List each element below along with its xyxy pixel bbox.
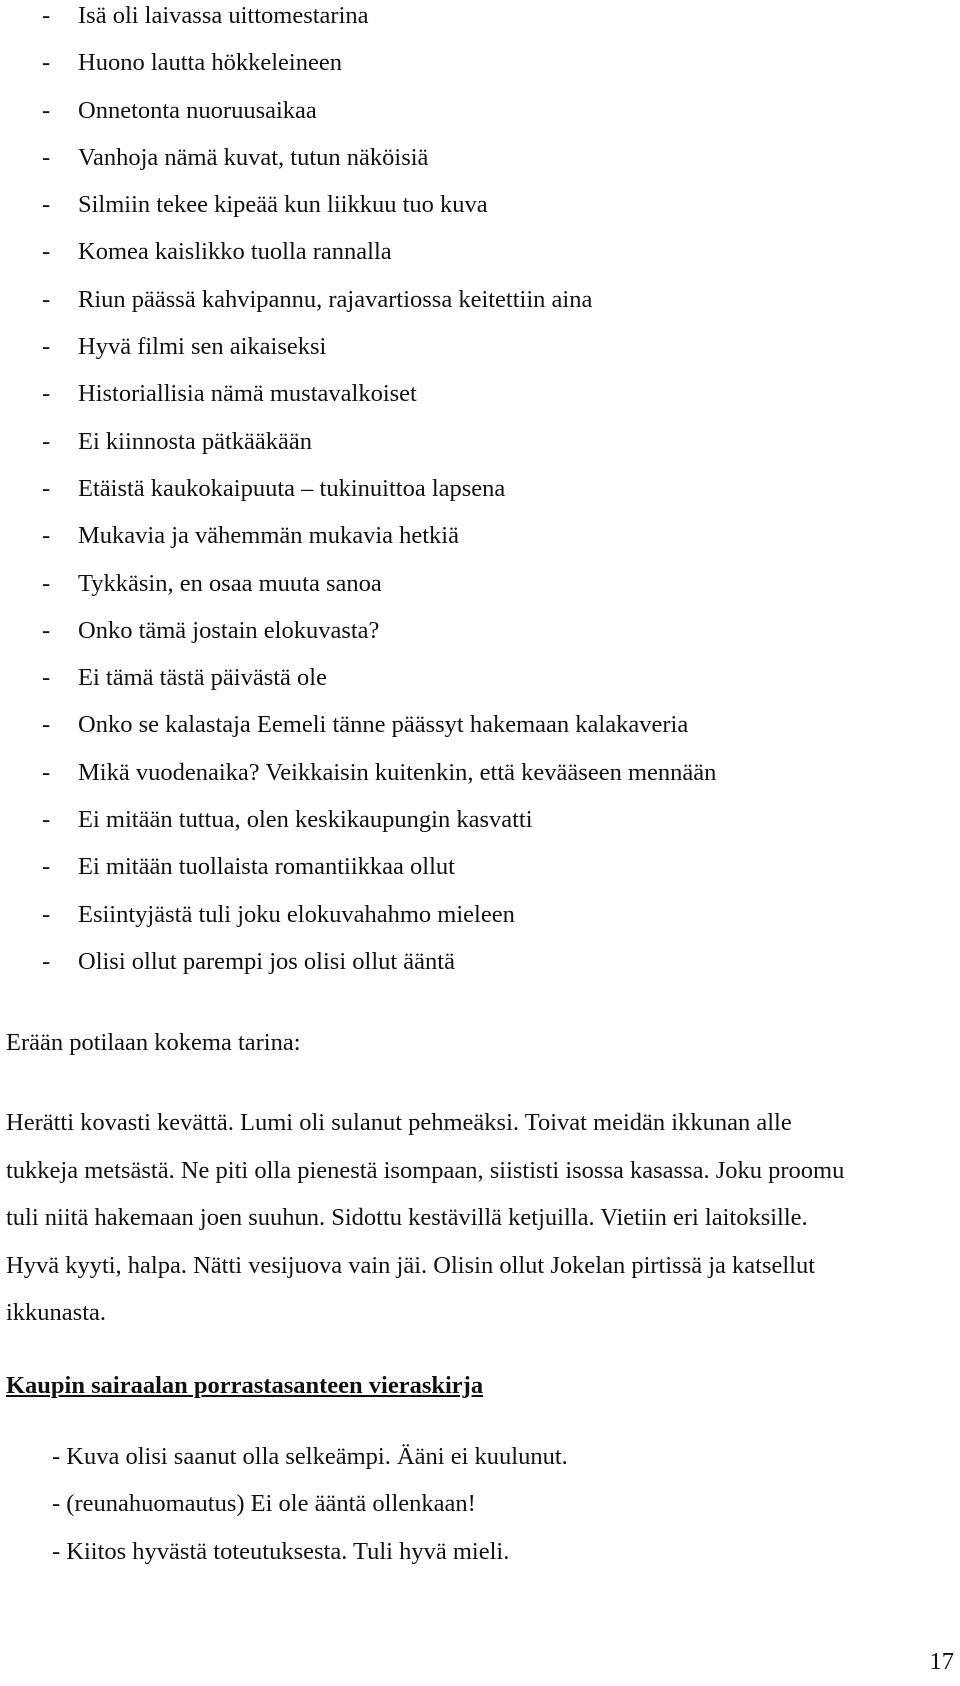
dash-marker: - <box>42 2 51 29</box>
dash-marker: - <box>42 853 51 881</box>
dash-marker: - <box>42 947 51 975</box>
story-paragraph <box>6 1099 946 1337</box>
list-item <box>6 47 946 94</box>
dash-marker: - <box>42 427 51 455</box>
list-item <box>6 757 946 804</box>
dash-marker: - <box>42 96 51 124</box>
comment-text: Olisi ollut parempi jos olisi ollut ääntä <box>78 947 455 975</box>
dash-marker: - <box>42 758 51 786</box>
comment-text: Isä oli laivassa uittomestarina <box>78 2 369 29</box>
story-line: tukkeja metsästä. Ne piti olla pienestä isompaan, siististi isossa kasassa. Joku proomu <box>6 1156 845 1184</box>
list-item <box>6 568 946 615</box>
list-item <box>6 473 946 520</box>
dash-marker: - <box>42 238 51 266</box>
comment-text: Onko tämä jostain elokuvasta? <box>78 616 380 644</box>
comment-text: Tykkäsin, en osaa muuta sanoa <box>78 569 382 597</box>
dash-marker: - <box>42 191 51 219</box>
comment-text: Historiallisia nämä mustavalkoiset <box>78 380 417 408</box>
comment-list <box>6 0 946 993</box>
list-item <box>6 615 946 662</box>
comment-text: Huono lautta hökkeleineen <box>78 49 342 77</box>
dash-marker: - <box>42 380 51 408</box>
comment-text: Vanhoja nämä kuvat, tutun näköisiä <box>78 143 429 171</box>
list-item <box>6 378 946 425</box>
page-number: 17 <box>929 1648 954 1675</box>
guestbook-list <box>52 1441 568 1583</box>
story-intro: Erään potilaan kokema tarina: <box>6 1029 301 1056</box>
comment-text: Riun päässä kahvipannu, rajavartiossa keitettiin aina <box>78 285 593 313</box>
story-line: Herätti kovasti kevättä. Lumi oli sulanut pehmeäksi. Toivat meidän ikkunan alle <box>6 1109 792 1136</box>
list-item <box>6 899 946 946</box>
list-item <box>6 804 946 851</box>
dash-marker: - <box>42 569 51 597</box>
dash-marker: - <box>42 333 51 361</box>
section-heading: Kaupin sairaalan porrastasanteen vieraskirja <box>6 1372 484 1399</box>
comment-text: Mukavia ja vähemmän mukavia hetkiä <box>78 522 459 550</box>
comment-text: Hyvä filmi sen aikaiseksi <box>78 333 327 361</box>
dash-marker: - <box>42 49 51 77</box>
comment-text: Ei tämä tästä päivästä ole <box>78 664 327 692</box>
comment-text: Onko se kalastaja Eemeli tänne päässyt hakemaan kalakaveria <box>78 711 689 739</box>
list-item <box>6 851 946 898</box>
dash-marker: - <box>42 711 51 739</box>
list-item <box>6 946 946 993</box>
dash-marker: - <box>42 143 51 171</box>
list-item <box>6 709 946 756</box>
dash-marker: - <box>42 285 51 313</box>
dash-marker: - <box>42 900 51 928</box>
dash-marker: - <box>42 474 51 502</box>
story-line: Hyvä kyyti, halpa. Nätti vesijuova vain jäi. Olisin ollut Jokelan pirtissä ja katsellut <box>6 1251 816 1279</box>
comment-text: Ei mitään tuollaista romantiikkaa ollut <box>78 853 455 881</box>
dash-marker: - <box>42 664 51 692</box>
list-item <box>6 520 946 567</box>
list-item <box>6 331 946 378</box>
comment-text: Esiintyjästä tuli joku elokuvahahmo mieleen <box>78 900 515 928</box>
dash-marker: - <box>42 806 51 834</box>
list-item <box>6 142 946 189</box>
comment-text: Silmiin tekee kipeää kun liikkuu tuo kuva <box>78 191 488 219</box>
comment-text: Ei mitään tuttua, olen keskikaupungin kasvatti <box>78 806 533 834</box>
list-item <box>6 0 946 47</box>
comment-text: Komea kaislikko tuolla rannalla <box>78 238 392 266</box>
list-item <box>6 189 946 236</box>
list-item <box>6 426 946 473</box>
list-item: - Kiitos hyvästä toteutuksesta. Tuli hyvä mieli. <box>52 1537 510 1565</box>
story-line: tuli niitä hakemaan joen suuhun. Sidottu kestävillä ketjuilla. Vietiin eri laitoksille. <box>6 1204 808 1232</box>
story-line: ikkunasta. <box>6 1299 107 1327</box>
comment-text: Onnetonta nuoruusaikaa <box>78 96 317 124</box>
list-item <box>6 284 946 331</box>
comment-text: Etäistä kaukokaipuuta – tukinuittoa lapsena <box>78 474 506 502</box>
dash-marker: - <box>42 522 51 550</box>
list-item <box>6 95 946 142</box>
list-item: - Kuva olisi saanut olla selkeämpi. Ääni ei kuulunut. <box>52 1443 568 1470</box>
dash-marker: - <box>42 616 51 644</box>
comment-text: Ei kiinnosta pätkääkään <box>78 427 313 455</box>
list-item: - (reunahuomautus) Ei ole ääntä ollenkaan! <box>52 1490 476 1518</box>
comment-text: Mikä vuodenaika? Veikkaisin kuitenkin, että kevääseen mennään <box>78 758 717 786</box>
list-item <box>6 662 946 709</box>
list-item <box>6 236 946 283</box>
